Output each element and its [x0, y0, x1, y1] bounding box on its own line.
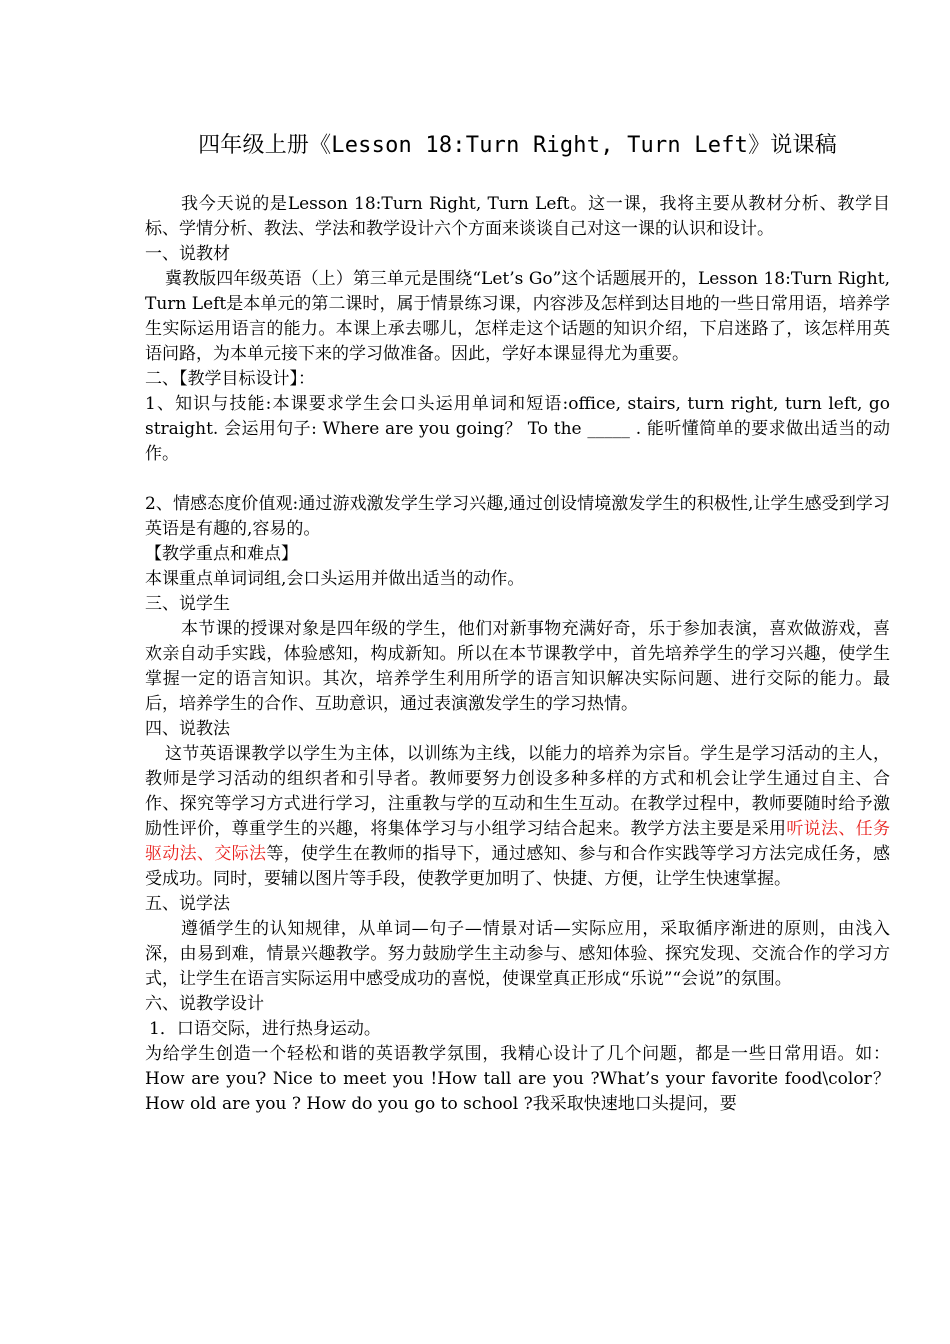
goal-attitude-values: 2、情感态度价值观:通过游戏激发学生学习兴趣,通过创设情境激发学生的积极性,让学生感受到学习英语是有趣的,容易的。 [145, 494, 890, 539]
design-step1-body: 为给学生创造一个轻松和谐的英语教学氛围，我精心设计了几个问题，都是一些日常用语。如：How are you? Nice to meet you !How tall are you ?What’s your favorite food\color？ How old are you ? How do you go to school ?我采取快速地口头提问，要 [145, 1044, 890, 1114]
section-heading-goals: 二、【教学目标设计】： [145, 369, 315, 389]
section-heading-learning-method: 五、说学法 [145, 894, 230, 914]
teaching-method-text-a: 这节英语课教学以学生为主体，以训练为主线，以能力的培养为宗旨。学生是学习活动的主人，教师是学习活动的组织者和引导者。教师要努力创设多种多样的方式和机会让学生通过自主、合作、探究等学习方式进行学习，注重教与学的互动和生生互动。在教学过程中，教师要随时给予激励性评价，尊重学生的兴趣，将集体学习与小组学习结合起来。教学方法主要是采用 [145, 744, 890, 839]
section-body-learning-method: 遵循学生的认知规律，从单词—句子—情景对话—实际应用，采取循序渐进的原则，由浅入深，由易到难，情景兴趣教学。努力鼓励学生主动参与、感知体验、探究发现、交流合作的学习方式，让学生在语言实际运用中感受成功的喜悦，使课堂真正形成“乐说”“会说”的氛围。 [145, 919, 890, 989]
teaching-method-text-b: 等，使学生在教师的指导下，通过感知、参与和合作实践等学习方法完成任务，感受成功。同时，要辅以图片等手段，使教学更加明了、快捷、方便，让学生快速掌握。 [145, 844, 891, 889]
blank-line [145, 467, 890, 492]
document-title: 四年级上册《Lesson 18:Turn Right, Turn Left》说课稿 [198, 133, 837, 158]
document-content [145, 130, 890, 1117]
section-body-textbook: 冀教版四年级英语（上）第三单元是围绕“Let’s Go”这个话题展开的，Lesson 18:Turn Right, Turn Left是本单元的第二课时，属于情景练习课，内容涉及怎样到达目地的一些日常用语，培养学生实际运用语言的能力。本课上承去哪儿，怎样走这个话题的知识介绍，下启迷路了，该怎样用英语问路，为本单元接下来的学习做准备。因此，学好本课显得尤为重要。 [145, 269, 890, 364]
design-step1-heading: 1．口语交际，进行热身运动。 [149, 1019, 381, 1039]
section-body-key-points: 本课重点单词词组,会口头运用并做出适当的动作。 [145, 569, 525, 589]
section-heading-students: 三、说学生 [145, 594, 230, 614]
teaching-method-highlight: 听说法、任务驱动法、交际法 [145, 819, 891, 864]
section-heading-textbook: 一、说教材 [145, 244, 230, 264]
section-body-students: 本节课的授课对象是四年级的学生，他们对新事物充满好奇，乐于参加表演，喜欢做游戏，喜欢亲自动手实践，体验感知，构成新知。所以在本节课教学中，首先培养学生的学习兴趣，使学生掌握一定的语言知识。其次，培养学生利用所学的语言知识解决实际问题、进行交际的能力。最后，培养学生的合作、互助意识，通过表演激发学生的学习热情。 [145, 619, 890, 714]
intro-paragraph: 我今天说的是Lesson 18:Turn Right, Turn Left。这一课，我将主要从教材分析、教学目标、学情分析、教法、学法和教学设计六个方面来谈谈自己对这一课的认识和设计。 [145, 194, 890, 239]
goal-knowledge-skills: 1、知识与技能:本课要求学生会口头运用单词和短语:office, stairs, turn right, turn left, go straight. 会运用句子: Where are you going？ To the _____ . 能听懂简单的要求做出适当的动作。 [145, 394, 890, 464]
section-heading-teaching-design: 六、说教学设计 [145, 994, 264, 1014]
section-body-teaching-method [145, 742, 890, 892]
section-heading-teaching-method: 四、说教法 [145, 719, 230, 739]
section-heading-key-points: 【教学重点和难点】 [145, 544, 298, 564]
